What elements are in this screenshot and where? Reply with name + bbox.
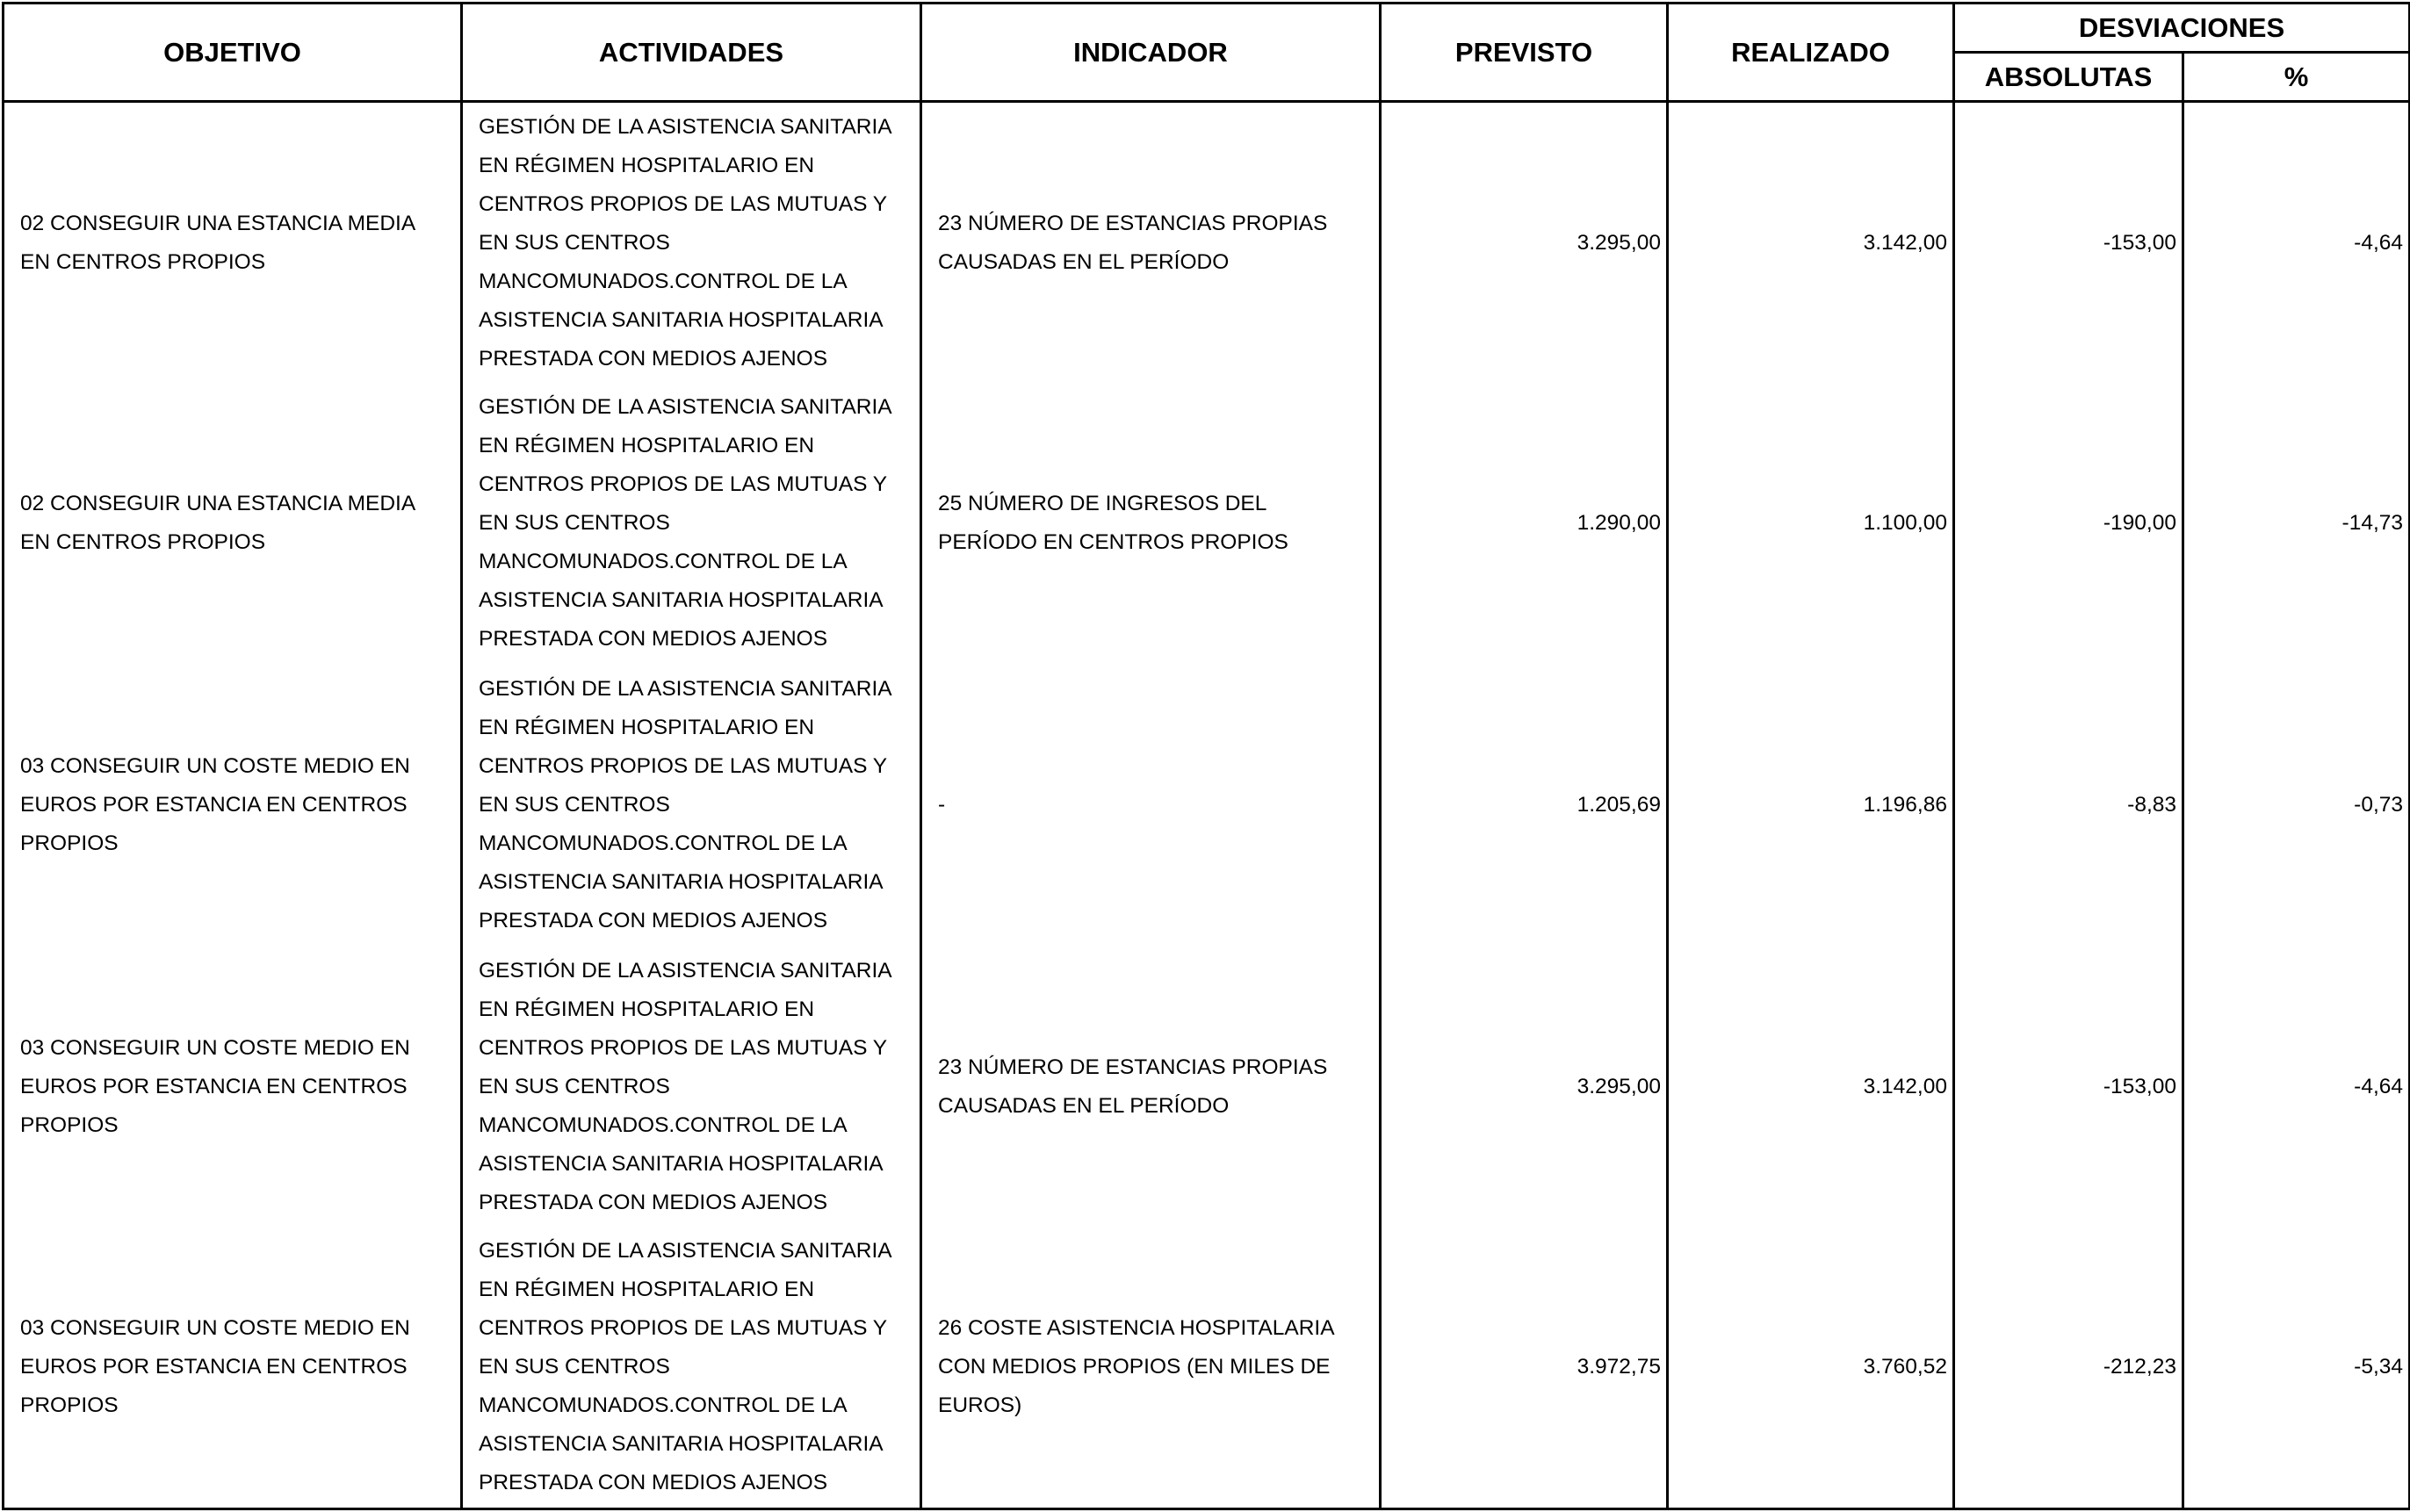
actividades-line: PRESTADA CON MEDIOS AJENOS <box>479 1190 828 1214</box>
cell-absolutas: -8,83 <box>1954 665 2183 947</box>
actividades-line: EN SUS CENTROS <box>479 1074 670 1098</box>
cell-objetivo: 02 CONSEGUIR UNA ESTANCIA MEDIA EN CENTROS PROPIOS <box>4 102 462 384</box>
actividades-line: CENTROS PROPIOS DE LAS MUTUAS Y <box>479 753 888 778</box>
actividades-line: GESTIÓN DE LA ASISTENCIA SANITARIA <box>479 958 892 983</box>
cell-previsto: 1.290,00 <box>1381 383 1668 665</box>
actividades-line: PRESTADA CON MEDIOS AJENOS <box>479 346 828 371</box>
cell-realizado: 3.142,00 <box>1668 102 1954 384</box>
actividades-line: MANCOMUNADOS.CONTROL DE LA <box>479 1393 848 1418</box>
cell-realizado: 3.760,52 <box>1668 1228 1954 1509</box>
actividades-line: ASISTENCIA SANITARIA HOSPITALARIA <box>479 1151 884 1176</box>
table-row <box>4 102 2410 384</box>
actividades-line: CENTROS PROPIOS DE LAS MUTUAS Y <box>479 1316 888 1341</box>
cell-absolutas: -153,00 <box>1954 102 2183 384</box>
actividades-line: ASISTENCIA SANITARIA HOSPITALARIA <box>479 588 884 613</box>
table-row <box>4 946 2410 1228</box>
actividades-line: EN RÉGIMEN HOSPITALARIO EN <box>479 1278 815 1302</box>
cell-realizado: 1.196,86 <box>1668 665 1954 947</box>
table-row <box>4 665 2410 947</box>
cell-realizado: 3.142,00 <box>1668 946 1954 1228</box>
cell-indicador: 23 NÚMERO DE ESTANCIAS PROPIAS CAUSADAS EN EL PERÍODO <box>921 946 1381 1228</box>
actividades-line: EN RÉGIMEN HOSPITALARIO EN <box>479 715 815 739</box>
header-previsto: PREVISTO <box>1381 4 1668 102</box>
actividades-line: CENTROS PROPIOS DE LAS MUTUAS Y <box>479 1035 888 1060</box>
cell-indicador: 23 NÚMERO DE ESTANCIAS PROPIAS CAUSADAS EN EL PERÍODO <box>921 102 1381 384</box>
actividades-line: EN RÉGIMEN HOSPITALARIO EN <box>479 153 815 177</box>
actividades-line: EN SUS CENTROS <box>479 1355 670 1379</box>
cell-objetivo: 03 CONSEGUIR UN COSTE MEDIO EN EUROS POR ESTANCIA EN CENTROS PROPIOS <box>4 665 462 947</box>
actividades-line: GESTIÓN DE LA ASISTENCIA SANITARIA <box>479 395 892 420</box>
cell-absolutas: -153,00 <box>1954 946 2183 1228</box>
actividades-line: EN SUS CENTROS <box>479 230 670 255</box>
cell-porcentaje: -4,64 <box>2183 946 2410 1228</box>
cell-objetivo: 03 CONSEGUIR UN COSTE MEDIO EN EUROS POR ESTANCIA EN CENTROS PROPIOS <box>4 946 462 1228</box>
actividades-line: GESTIÓN DE LA ASISTENCIA SANITARIA <box>479 114 892 139</box>
cell-actividades <box>462 1228 921 1509</box>
actividades-line: GESTIÓN DE LA ASISTENCIA SANITARIA <box>479 1239 892 1264</box>
table-row <box>4 383 2410 665</box>
cell-porcentaje: -4,64 <box>2183 102 2410 384</box>
cell-indicador: 26 COSTE ASISTENCIA HOSPITALARIA CON MEDIOS PROPIOS (EN MILES DE EUROS) <box>921 1228 1381 1509</box>
actividades-line: MANCOMUNADOS.CONTROL DE LA <box>479 831 848 855</box>
actividades-line: EN SUS CENTROS <box>479 511 670 536</box>
cell-porcentaje: -14,73 <box>2183 383 2410 665</box>
objectives-table <box>2 2 2410 1510</box>
header-objetivo: OBJETIVO <box>4 4 462 102</box>
actividades-line: MANCOMUNADOS.CONTROL DE LA <box>479 269 848 293</box>
table-row <box>4 1228 2410 1509</box>
cell-previsto: 3.295,00 <box>1381 946 1668 1228</box>
header-indicador: INDICADOR <box>921 4 1381 102</box>
actividades-line: EN SUS CENTROS <box>479 792 670 817</box>
header-desviaciones: DESVIACIONES <box>1954 4 2410 53</box>
header-porcentaje: % <box>2183 53 2410 102</box>
cell-absolutas: -212,23 <box>1954 1228 2183 1509</box>
cell-porcentaje: -5,34 <box>2183 1228 2410 1509</box>
actividades-line: EN RÉGIMEN HOSPITALARIO EN <box>479 997 815 1021</box>
header-absolutas: ABSOLUTAS <box>1954 53 2183 102</box>
actividades-line: GESTIÓN DE LA ASISTENCIA SANITARIA <box>479 676 892 701</box>
actividades-line: EN RÉGIMEN HOSPITALARIO EN <box>479 434 815 458</box>
actividades-line: ASISTENCIA SANITARIA HOSPITALARIA <box>479 1432 884 1457</box>
actividades-line: ASISTENCIA SANITARIA HOSPITALARIA <box>479 869 884 894</box>
header-realizado: REALIZADO <box>1668 4 1954 102</box>
cell-indicador: 25 NÚMERO DE INGRESOS DEL PERÍODO EN CENTROS PROPIOS <box>921 383 1381 665</box>
cell-previsto: 1.205,69 <box>1381 665 1668 947</box>
cell-indicador: - <box>921 665 1381 947</box>
cell-actividades <box>462 665 921 947</box>
cell-objetivo: 02 CONSEGUIR UNA ESTANCIA MEDIA EN CENTROS PROPIOS <box>4 383 462 665</box>
cell-objetivo: 03 CONSEGUIR UN COSTE MEDIO EN EUROS POR ESTANCIA EN CENTROS PROPIOS <box>4 1228 462 1509</box>
actividades-line: MANCOMUNADOS.CONTROL DE LA <box>479 1112 848 1137</box>
cell-porcentaje: -0,73 <box>2183 665 2410 947</box>
actividades-line: PRESTADA CON MEDIOS AJENOS <box>479 908 828 932</box>
actividades-line: ASISTENCIA SANITARIA HOSPITALARIA <box>479 307 884 332</box>
header-actividades: ACTIVIDADES <box>462 4 921 102</box>
cell-actividades <box>462 383 921 665</box>
actividades-line: CENTROS PROPIOS DE LAS MUTUAS Y <box>479 191 888 216</box>
actividades-line: CENTROS PROPIOS DE LAS MUTUAS Y <box>479 472 888 497</box>
actividades-line: PRESTADA CON MEDIOS AJENOS <box>479 627 828 652</box>
cell-absolutas: -190,00 <box>1954 383 2183 665</box>
cell-previsto: 3.295,00 <box>1381 102 1668 384</box>
cell-previsto: 3.972,75 <box>1381 1228 1668 1509</box>
actividades-line: MANCOMUNADOS.CONTROL DE LA <box>479 550 848 574</box>
cell-realizado: 1.100,00 <box>1668 383 1954 665</box>
cell-actividades <box>462 102 921 384</box>
actividades-line: PRESTADA CON MEDIOS AJENOS <box>479 1471 828 1495</box>
cell-actividades <box>462 946 921 1228</box>
